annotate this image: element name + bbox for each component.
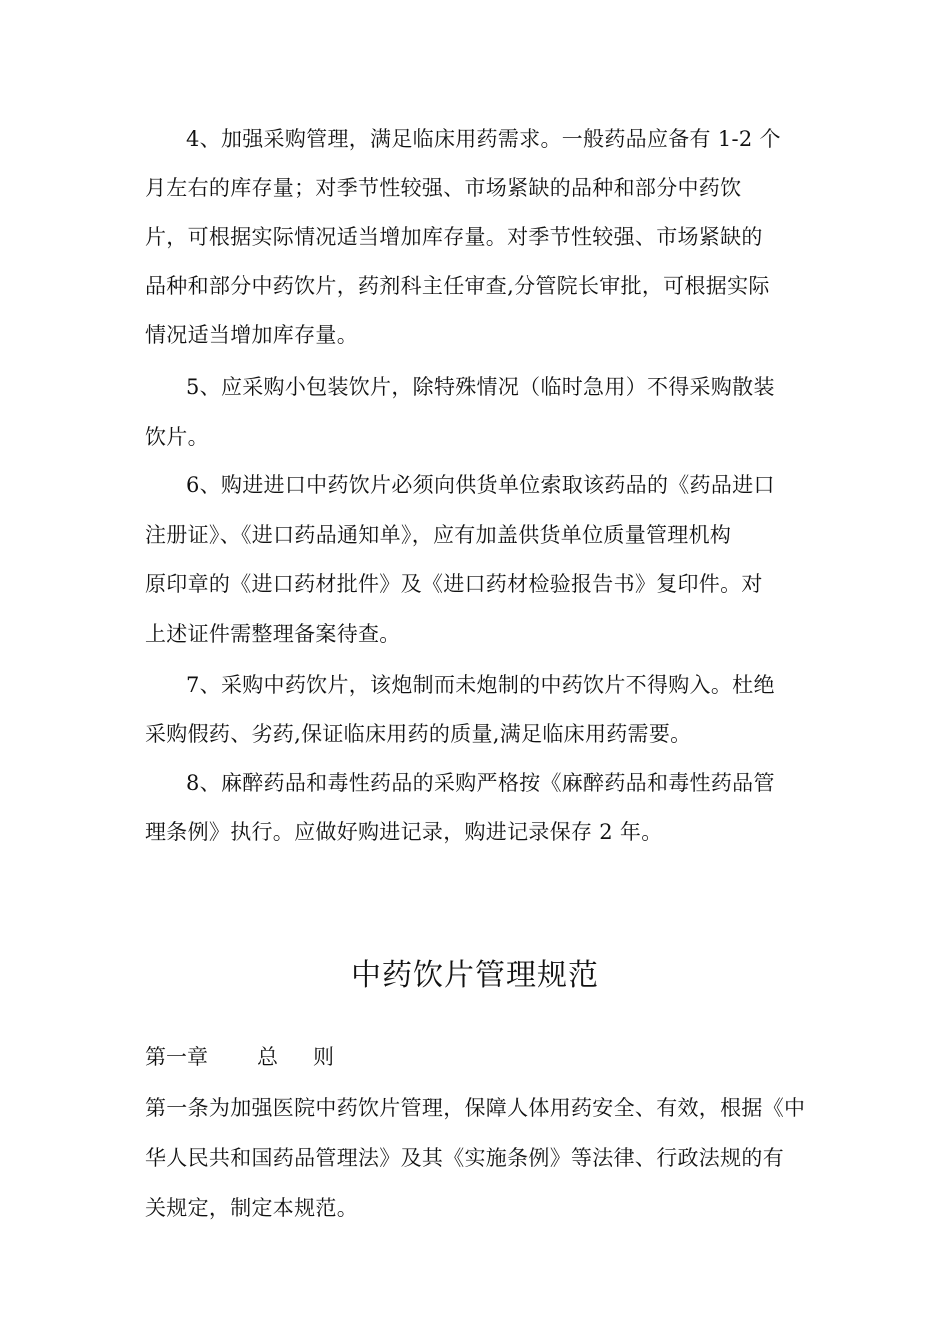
chapter-word-1: 总 xyxy=(257,1045,278,1069)
paragraph-8-line-1: 8、麻醉药品和毒性药品的采购严格按《麻醉药品和毒性药品管 xyxy=(186,771,775,795)
paragraph-6-line-4: 上述证件需整理备案待查。 xyxy=(145,622,401,646)
paragraph-4-line-2: 月左右的库存量；对季节性较强、市场紧缺的品种和部分中药饮 xyxy=(145,176,742,200)
paragraph-4-line-1: 4、加强采购管理，满足临床用药需求。一般药品应备有 1-2 个 xyxy=(186,127,781,151)
paragraph-8-line-2: 理条例》执行。应做好购进记录，购进记录保存 2 年。 xyxy=(145,820,663,844)
paragraph-7-line-1: 7、采购中药饮片，该炮制而未炮制的中药饮片不得购入。杜绝 xyxy=(186,673,775,697)
paragraph-7-line-2: 采购假药、劣药,保证临床用药的质量,满足临床用药需要。 xyxy=(145,722,692,746)
paragraph-6-line-2: 注册证》、《进口药品通知单》，应有加盖供货单位质量管理机构 xyxy=(145,523,732,547)
chapter-heading xyxy=(145,1043,334,1071)
paragraph-5-line-2: 饮片。 xyxy=(145,425,209,449)
article-1-line-2: 华人民共和国药品管理法》及其《实施条例》等法律、行政法规的有 xyxy=(145,1146,784,1170)
page-title: 中药饮片管理规范 xyxy=(351,958,599,993)
chapter-word-2: 则 xyxy=(313,1045,334,1069)
paragraph-6-line-3: 原印章的《进口药材批件》及《进口药材检验报告书》复印件。对 xyxy=(145,572,763,596)
chapter-number: 第一章 xyxy=(145,1045,208,1069)
paragraph-4-line-3: 片，可根据实际情况适当增加库存量。对季节性较强、市场紧缺的 xyxy=(145,225,763,249)
paragraph-4-line-5: 情况适当增加库存量。 xyxy=(145,323,358,347)
paragraph-5-line-1: 5、应采购小包装饮片，除特殊情况（临时急用）不得采购散装 xyxy=(186,375,775,399)
paragraph-6-line-1: 6、购进进口中药饮片必须向供货单位索取该药品的《药品进口 xyxy=(186,473,775,497)
paragraph-4-line-4: 品种和部分中药饮片，药剂科主任审查,分管院长审批，可根据实际 xyxy=(145,274,770,298)
article-1-line-1: 第一条为加强医院中药饮片管理，保障人体用药安全、有效，根据《中 xyxy=(145,1096,806,1120)
article-1-line-3: 关规定，制定本规范。 xyxy=(145,1196,358,1220)
